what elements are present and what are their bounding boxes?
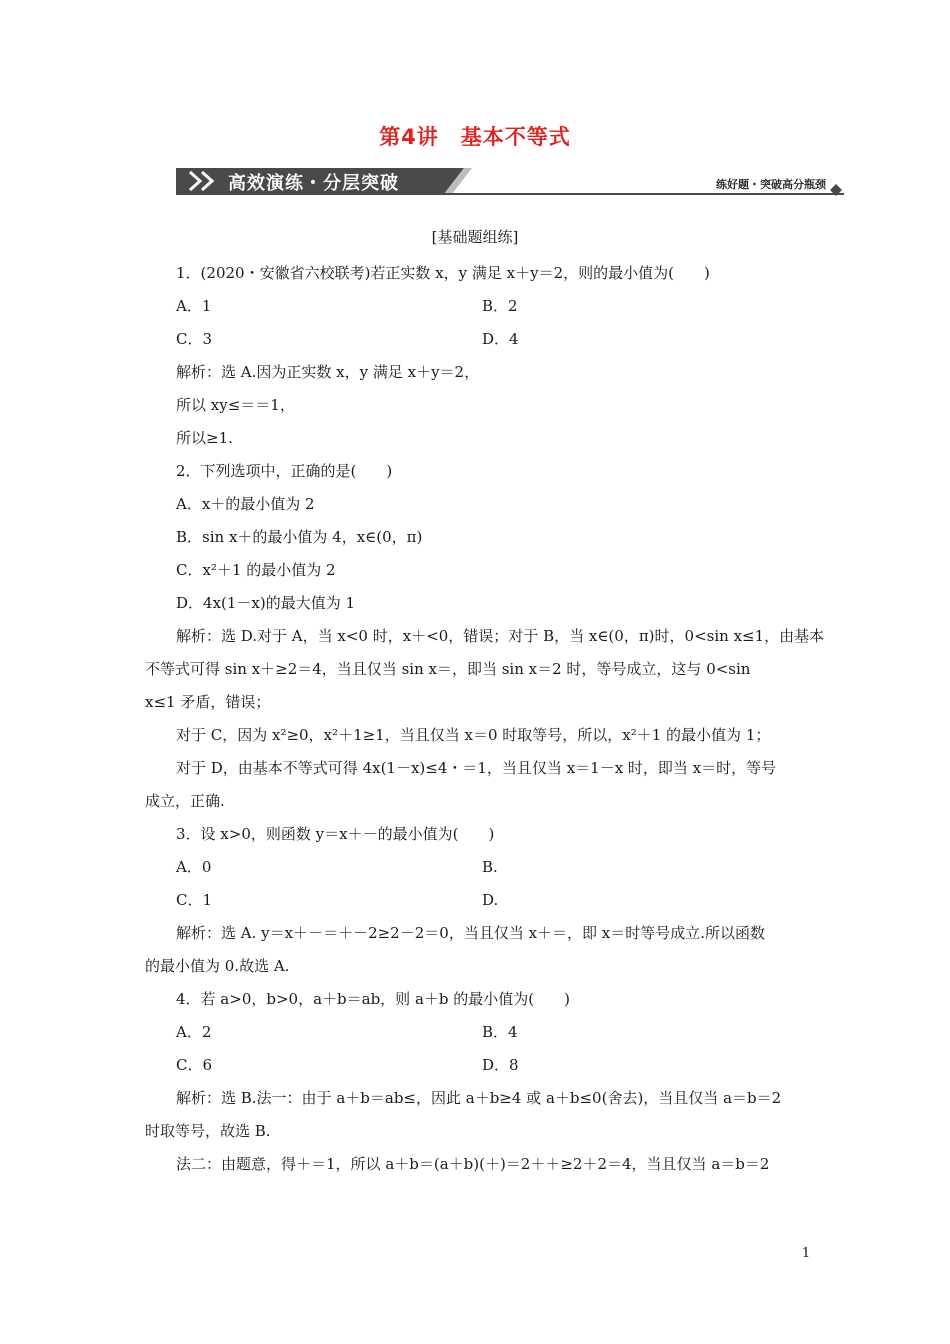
text-line: 成立，正确. (145, 792, 225, 810)
page-title: 第4讲 基本不等式 (379, 125, 571, 149)
text-line: D．4x(1－x)的最大值为 1 (176, 594, 356, 612)
text-line: 所以 xy≤＝＝1， (176, 396, 295, 414)
option-text: C．1 (176, 891, 213, 909)
section-banner (176, 160, 850, 200)
text-line: 法二：由题意，得＋＝1，所以 a＋b＝(a＋b)(＋)＝2＋＋≥2＋2＝4，当且仅当 a＝b＝2 (176, 1155, 770, 1173)
text-line: C．x²＋1 的最小值为 2 (176, 561, 336, 579)
option-text: D．4 (482, 330, 519, 348)
text-line: x≤1 矛盾，错误； (145, 693, 271, 711)
section-heading: [基础题组练] (431, 228, 519, 246)
text-line: 对于 C，因为 x²≥0，x²＋1≥1，当且仅当 x＝0 时取等号，所以，x²＋1 的最小值为 1； (176, 726, 771, 744)
text-line: 解析：选 D.对于 A，当 x<0 时，x＋<0，错误；对于 B，当 x∈(0，π)时，0<sin x≤1，由基本 (176, 627, 825, 645)
option-row (145, 1049, 809, 1082)
text-line: 的最小值为 0.故选 A. (145, 957, 290, 975)
option-text: B．4 (482, 1023, 518, 1041)
option-row (145, 884, 809, 917)
text-line: 2．下列选项中，正确的是( ) (176, 462, 393, 480)
text-line: 时取等号，故选 B. (145, 1122, 271, 1140)
option-text: C．3 (176, 330, 213, 348)
banner-title: 高效演练・分层突破 (228, 173, 399, 194)
text-line: 解析：选 A.因为正实数 x，y 满足 x＋y＝2， (176, 363, 480, 381)
text-line: 解析：选 A. y＝x＋－＝＋－2≥2－2＝0，当且仅当 x＋＝，即 x＝时等号成立.所以函数 (176, 924, 766, 942)
text-line: 对于 D，由基本不等式可得 4x(1－x)≤4・＝1，当且仅当 x＝1－x 时，即当 x＝时，等号 (176, 759, 777, 777)
text-line: 1．(2020・安徽省六校联考)若正实数 x，y 满足 x＋y＝2，则的最小值为( ) (176, 264, 710, 282)
option-text: A．1 (176, 297, 212, 315)
option-text: B. (482, 858, 498, 876)
option-row (145, 851, 809, 884)
option-row (145, 1016, 809, 1049)
option-text: D. (482, 891, 499, 909)
option-row (145, 290, 809, 323)
text-line: A．x＋的最小值为 2 (176, 495, 315, 513)
text-line: 4．若 a>0，b>0，a＋b＝ab，则 a＋b 的最小值为( ) (176, 990, 570, 1008)
option-text: A．2 (176, 1023, 212, 1041)
option-text: D．8 (482, 1056, 519, 1074)
banner-subtitle: 练好题・突破高分瓶颈 (716, 178, 826, 191)
option-row (145, 323, 809, 356)
document-body (145, 257, 825, 1181)
text-line: 不等式可得 sin x＋≥2＝4，当且仅当 sin x＝，即当 sin x＝2 时，等号成立，这与 0<sin (145, 660, 751, 678)
text-line: 所以≥1. (176, 429, 233, 447)
text-line: 解析：选 B.法一：由于 a＋b＝ab≤，因此 a＋b≥4 或 a＋b≤0(舍去)，当且仅当 a＝b＝2 (176, 1089, 782, 1107)
text-line: B．sin x＋的最小值为 4，x∈(0，π) (176, 528, 423, 546)
option-text: B．2 (482, 297, 518, 315)
page-number: 1 (801, 1246, 811, 1261)
option-text: A．0 (176, 858, 212, 876)
option-text: C．6 (176, 1056, 213, 1074)
text-line: 3．设 x>0，则函数 y＝x＋－的最小值为( ) (176, 825, 495, 843)
